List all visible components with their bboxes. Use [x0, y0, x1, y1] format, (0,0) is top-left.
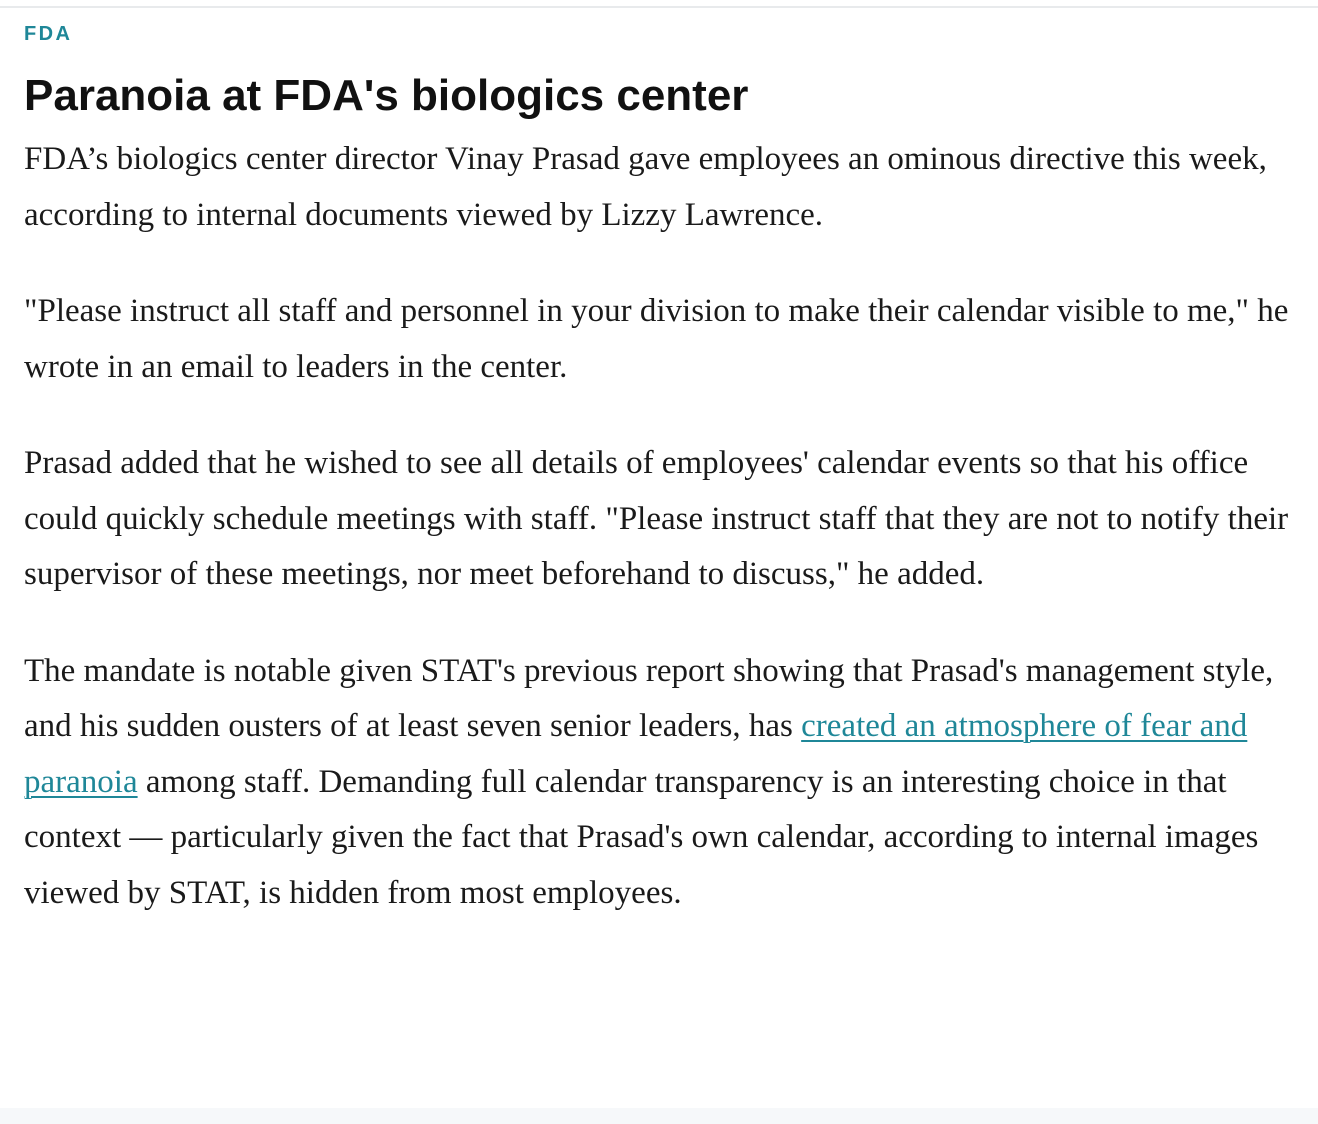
fear-and-paranoia-link[interactable]: created an atmosphere of fear and paranoia [24, 708, 1248, 800]
article [24, 22, 1304, 921]
bottom-band [0, 1108, 1318, 1124]
article-headline: Paranoia at FDA's biologics center [24, 71, 749, 120]
section-label[interactable]: FDA [24, 23, 73, 45]
top-divider [0, 6, 1318, 8]
paragraph-4-text-before-link: The mandate is notable given STAT's previous report showing that Prasad's management style, and his sudden ousters of at least seven senior leaders, has [24, 652, 1274, 744]
paragraph-2: "Please instruct all staff and personnel in your division to make their calendar visible to me," he wrote in an email to leaders in the center. [24, 293, 1289, 385]
paragraph-4 [24, 644, 1304, 922]
paragraph-3: Prasad added that he wished to see all details of employees' calendar events so that his office could quickly schedule meetings with staff. "Please instruct staff that they are not to notify their supervisor of these meetings, nor meet beforehand to discuss," he added. [24, 445, 1289, 592]
paragraph-1: FDA’s biologics center director Vinay Prasad gave employees an ominous directive this week, according to internal documents viewed by Lizzy Lawrence. [24, 141, 1267, 233]
paragraph-4-text-after-link: among staff. Demanding full calendar transparency is an interesting choice in that context — particularly given the fact that Prasad's own calendar, according to internal images viewed by STAT, is hidden from most employees. [24, 763, 1259, 911]
